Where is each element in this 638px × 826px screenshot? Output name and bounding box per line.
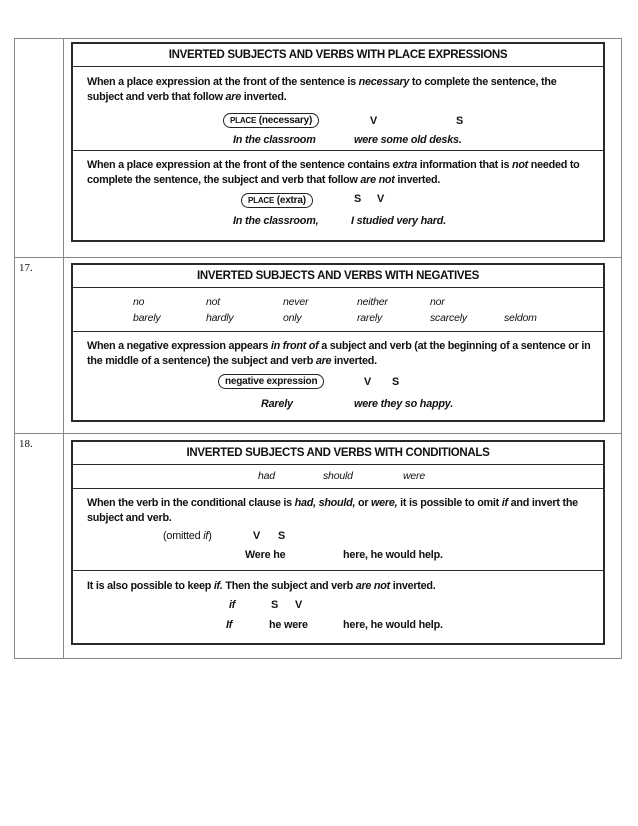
example-if: If [226,619,233,631]
word: hardly [206,312,234,324]
negative-expression-pill: negative expression [218,374,324,389]
place-necessary-pill: PLACE (necessary) [223,113,319,128]
word: barely [133,312,161,324]
rule-section-extra [73,151,603,240]
grammar-box-negatives [71,263,605,422]
word: only [283,312,302,324]
rule-section-keep-if [73,571,603,643]
verb-marker: V [364,376,372,388]
rule-text: It is also possible to keep if. Then the subject and verb are not inverted. [87,580,436,592]
rule-text: When a place expression at the front of the sentence is necessary to complete the sentence, the subject and verb that follow are inverted. [87,76,557,103]
omitted-if-label: (omitted if) [163,530,212,542]
verb-marker: V [253,530,261,542]
word: no [133,296,145,308]
word: were [403,470,425,482]
word: rarely [357,312,383,324]
number-cell [15,258,64,433]
rule-text: When a negative expression appears in front of a subject and verb (at the beginning of a sentence or in the middle of a sentence) the subject and verb are inverted. [87,340,591,367]
verb-marker: V [370,115,378,127]
grammar-box-place-expressions [71,42,605,242]
example-clause: were some old desks. [354,134,462,146]
word: not [206,296,220,308]
word: scarcely [430,312,467,324]
rule-section-omit-if [73,489,603,571]
example-clause: here, he would help. [343,549,443,561]
rule-section-negatives [73,332,603,420]
example-inverted: Were he [245,549,286,561]
word: had [258,470,275,482]
place-extra-pill: PLACE (extra) [241,193,313,208]
word: seldom [504,312,537,324]
box-title: INVERTED SUBJECTS AND VERBS WITH PLACE EXPRESSIONS [73,44,603,67]
example-clause: I studied very hard. [351,215,447,227]
example-clause: were they so happy. [354,398,454,410]
example-subject-verb: he were [269,619,308,631]
rule-text: When a place expression at the front of the sentence contains extra information that is not needed to complete the sentence, the subject and verb that follow are not inverted. [87,159,580,186]
verb-marker: V [295,599,303,611]
if-label: if [229,599,236,611]
row-number: 18. [19,438,33,450]
word: nor [430,296,445,308]
word: should [323,470,353,482]
example-place: In the classroom [233,134,316,146]
number-cell [15,39,64,257]
row-number: 17. [19,262,33,274]
word: never [283,296,309,308]
example-clause: here, he would help. [343,619,443,631]
number-cell [15,434,64,659]
subject-marker: S [392,376,400,388]
rule-section-necessary [73,67,603,151]
subject-marker: S [278,530,286,542]
box-title: INVERTED SUBJECTS AND VERBS WITH CONDITIONALS [73,442,603,465]
subject-marker: S [456,115,464,127]
conditional-words-list [73,465,603,489]
word: neither [357,296,388,308]
example-place: In the classroom, [233,215,319,227]
box-title: INVERTED SUBJECTS AND VERBS WITH NEGATIVES [73,265,603,288]
subject-marker: S [271,599,279,611]
grammar-box-conditionals [71,440,605,645]
rule-text: When the verb in the conditional clause is had, should, or were, it is possible to omit if and invert the subject and verb. [87,497,578,524]
negative-words-list [73,288,603,332]
example-negative: Rarely [261,398,293,410]
subject-marker: S [354,193,362,205]
verb-marker: V [377,193,385,205]
